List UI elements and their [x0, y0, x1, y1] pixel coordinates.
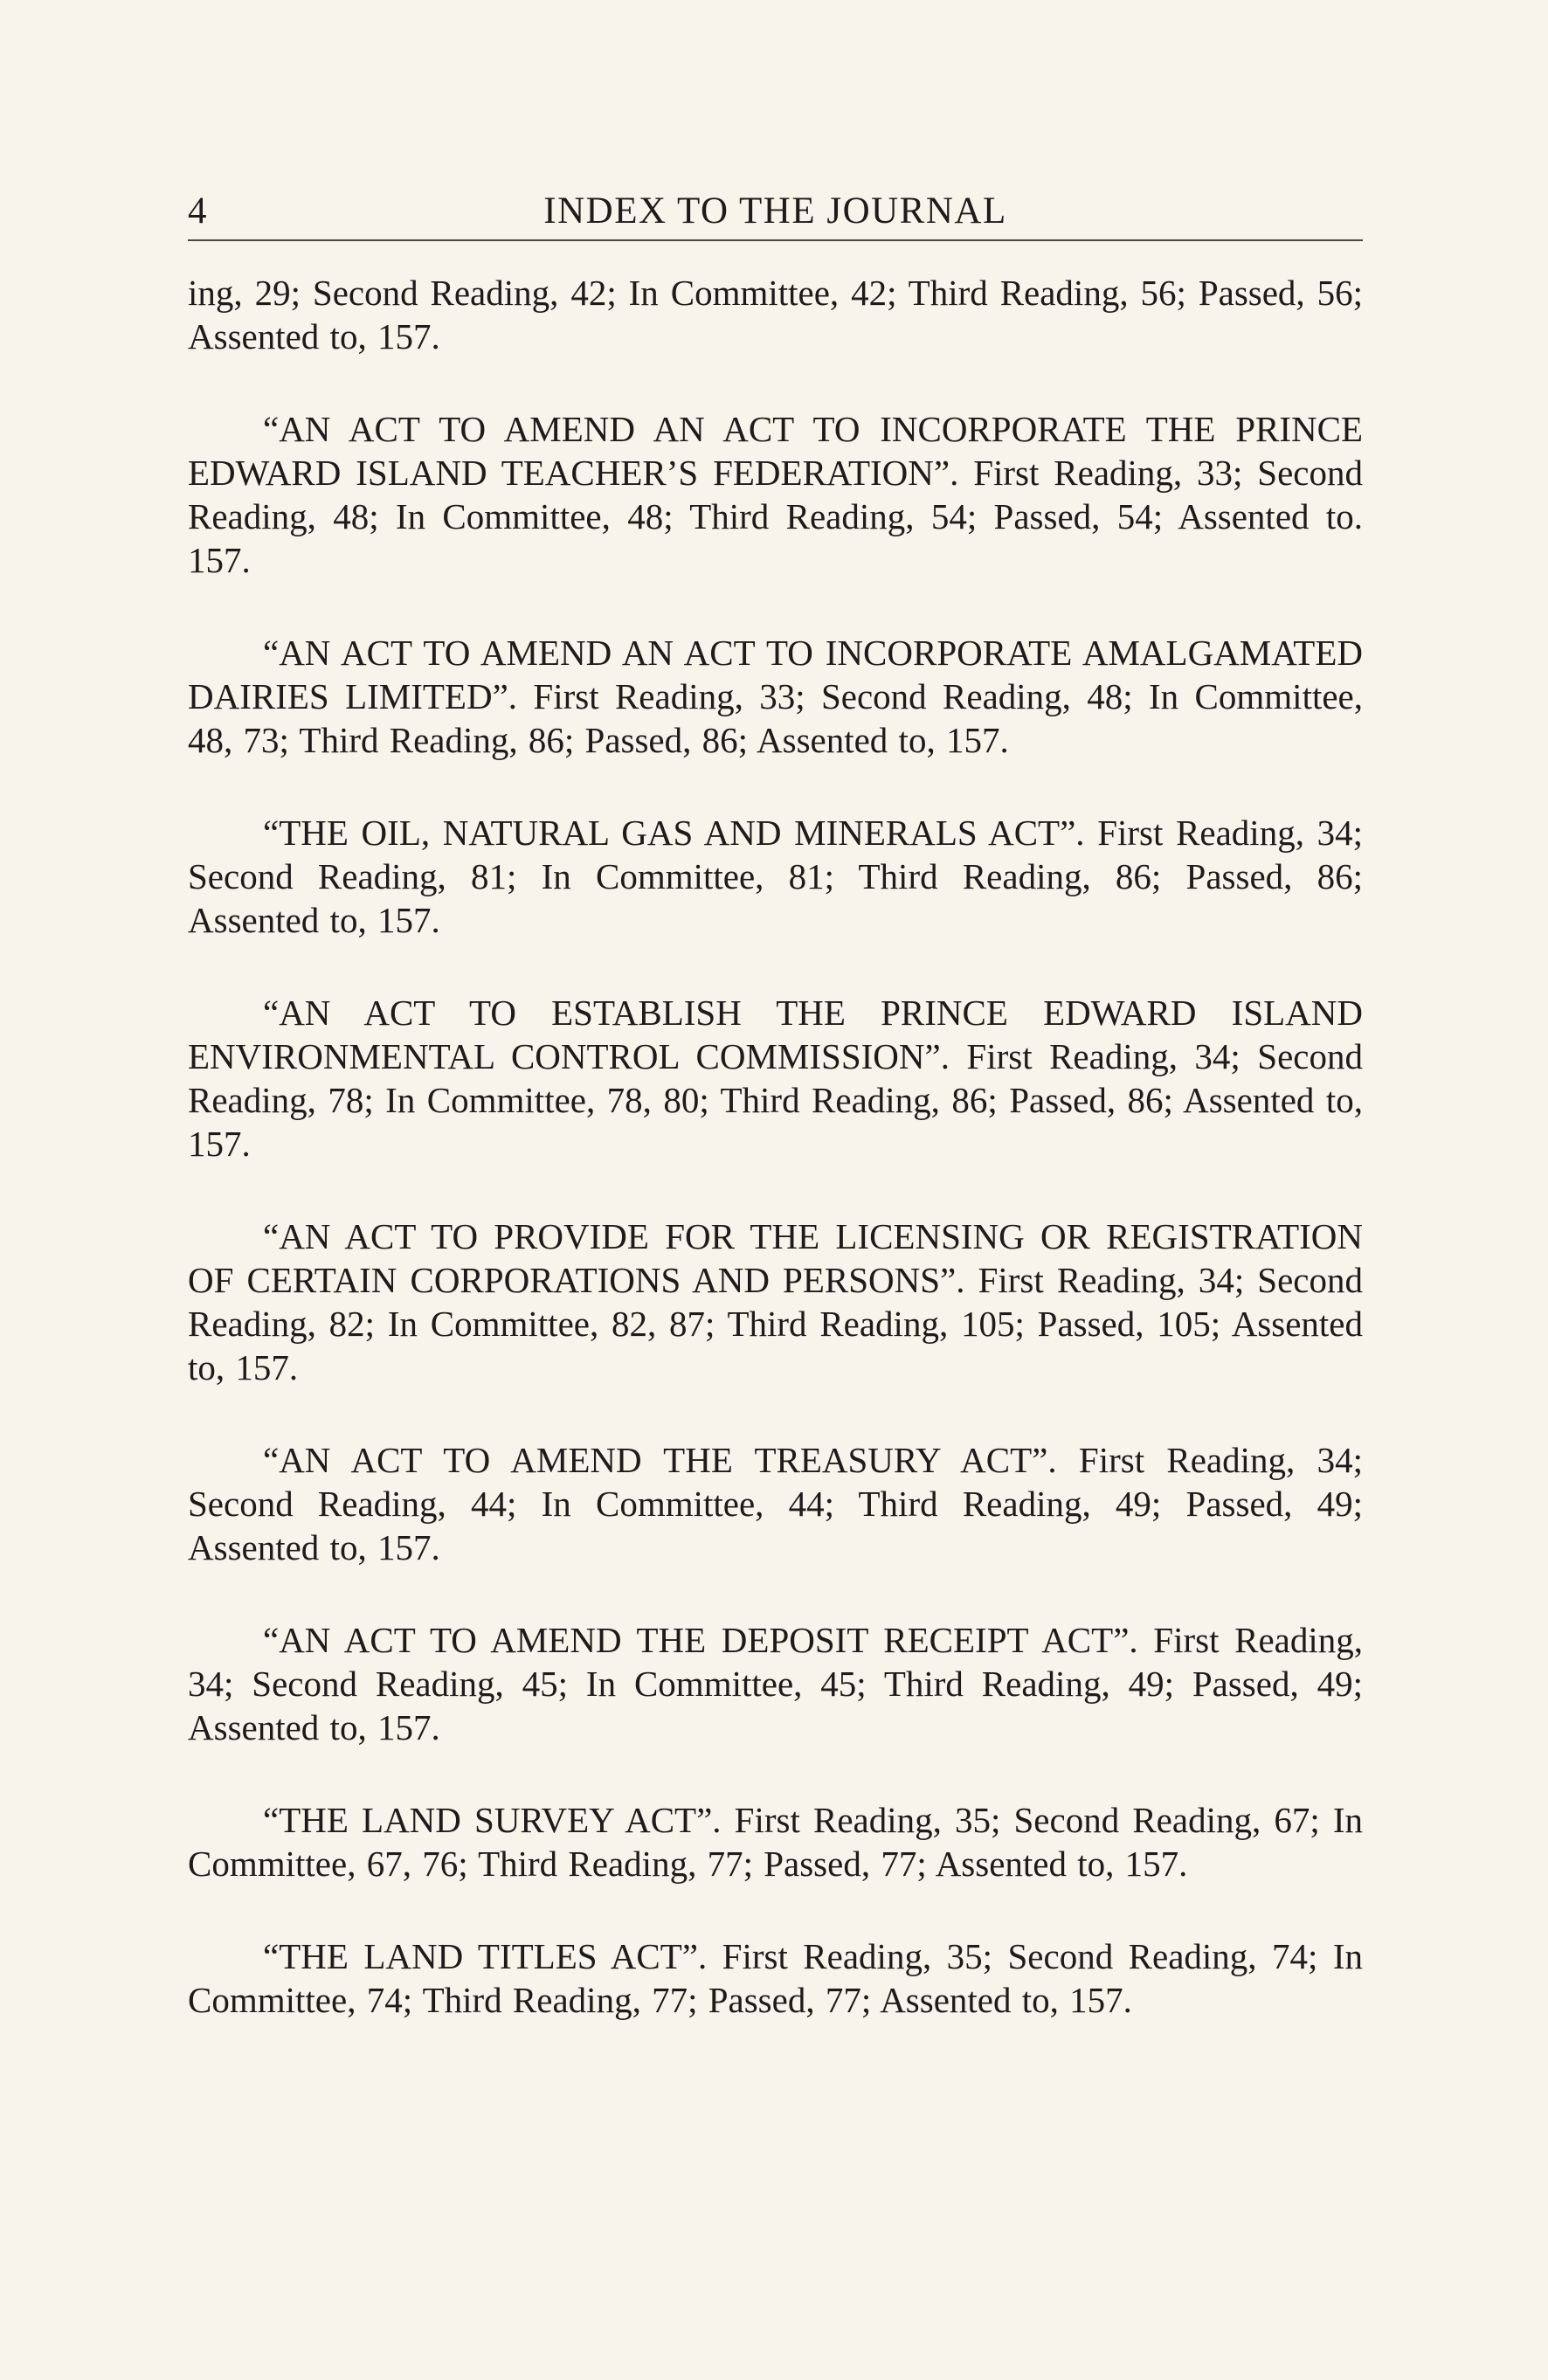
index-entry-environmental-control: “AN ACT TO ESTABLISH THE PRINCE EDWARD ISLAND ENVIRONMENTAL CONTROL COMMISSION”. First Reading, 34; Second Reading, 78; In Committee, 78, 80; Third Reading, 86; Passed, 86; Assented to, 157.	[188, 993, 1363, 1164]
index-entry-teachers-federation: “AN ACT TO AMEND AN ACT TO INCORPORATE THE PRINCE EDWARD ISLAND TEACHER’S FEDERATION”. First Reading, 33; Second Reading, 48; In Committee, 48; Third Reading, 54; Passed, 54; Assented to. 157.	[188, 409, 1363, 580]
index-entry-land-titles-act: “THE LAND TITLES ACT”. First Reading, 35; Second Reading, 74; In Committee, 74; Third Reading, 77; Passed, 77; Assented to, 157.	[188, 1936, 1363, 2020]
index-entry-land-survey-act: “THE LAND SURVEY ACT”. First Reading, 35; Second Reading, 67; In Committee, 67, 76; Third Reading, 77; Passed, 77; Assented to, 157.	[188, 1800, 1363, 1884]
page-number: 4	[188, 190, 208, 232]
index-entry-licensing-registration: “AN ACT TO PROVIDE FOR THE LICENSING OR REGISTRATION OF CERTAIN CORPORATIONS AND PERSONS”. First Reading, 34; Second Reading, 82; In Committee, 82, 87; Third Reading, 105; Passed, 105; Assented to, 157.	[188, 1216, 1363, 1387]
header-rule	[188, 239, 1363, 241]
index-entry-continued: ing, 29; Second Reading, 42; In Committee, 42; Third Reading, 56; Passed, 56; Assented to, 157.	[188, 273, 1363, 356]
index-entry-amalgamated-dairies: “AN ACT TO AMEND AN ACT TO INCORPORATE AMALGAMATED DAIRIES LIMITED”. First Reading, 33; Second Reading, 48; In Committee, 48, 73; Third Reading, 86; Passed, 86; Assented to, 157.	[188, 633, 1363, 760]
running-head	[188, 183, 1363, 239]
index-entry-deposit-receipt-act: “AN ACT TO AMEND THE DEPOSIT RECEIPT ACT”. First Reading, 34; Second Reading, 45; In Committee, 45; Third Reading, 49; Passed, 49; Assented to, 157.	[188, 1620, 1363, 1747]
index-entry-oil-gas-minerals: “THE OIL, NATURAL GAS AND MINERALS ACT”. First Reading, 34; Second Reading, 81; In Committee, 81; Third Reading, 86; Passed, 86; Assented to, 157.	[188, 813, 1363, 940]
page-title: INDEX TO THE JOURNAL	[543, 190, 1007, 232]
index-entries	[188, 271, 1363, 2071]
index-entry-treasury-act: “AN ACT TO AMEND THE TREASURY ACT”. First Reading, 34; Second Reading, 44; In Committee, 44; Third Reading, 49; Passed, 49; Assented to, 157.	[188, 1440, 1363, 1567]
